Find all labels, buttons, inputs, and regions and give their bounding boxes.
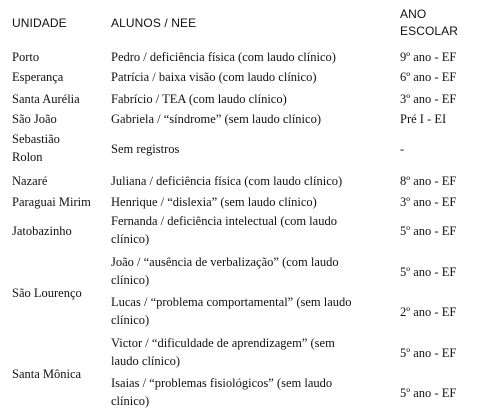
ano-cell: 8º ano - EF <box>400 174 457 188</box>
aluno-cell-line1: Victor / “dificuldade de aprendizagem” (sem <box>111 336 335 350</box>
header-ano-line2: ESCOLAR <box>400 24 459 38</box>
unidade-cell: Paraguai Mirim <box>12 195 91 209</box>
ano-cell: 9º ano - EF <box>400 50 457 64</box>
unidade-cell: São João <box>12 112 57 126</box>
ano-cell: 3º ano - EF <box>400 195 457 209</box>
ano-cell: - <box>400 142 405 156</box>
header-ano-line1: ANO <box>400 7 427 21</box>
ano-cell: 3º ano - EF <box>400 92 457 106</box>
aluno-cell-line2: clínico) <box>111 394 150 408</box>
aluno-cell: Henrique / “dislexia” (sem laudo clínico) <box>111 195 317 209</box>
ano-cell: 5º ano - EF <box>400 265 457 279</box>
ano-cell: 5º ano - EF <box>400 224 457 238</box>
aluno-cell: Juliana / deficiência física (com laudo clínico) <box>111 174 343 188</box>
aluno-cell: Fabrício / TEA (com laudo clínico) <box>111 92 287 106</box>
ano-cell: 2º ano - EF <box>400 305 457 319</box>
aluno-cell-line1: Isaias / “problemas fisiológicos” (sem laudo <box>111 376 333 390</box>
unidade-cell: Nazaré <box>12 174 48 188</box>
ano-cell: 6º ano - EF <box>400 70 457 84</box>
ano-cell: Pré I - EI <box>400 112 447 126</box>
aluno-cell-line2: clínico) <box>111 273 150 287</box>
header-unidade: UNIDADE <box>12 16 67 30</box>
unidade-cell-line2: Rolon <box>12 150 43 164</box>
aluno-cell: Gabriela / “síndrome” (sem laudo clínico) <box>111 112 321 126</box>
unidade-cell: Santa Mônica <box>12 367 82 381</box>
unidade-cell: Santa Aurélia <box>12 92 80 106</box>
aluno-cell-line1: João / “ausência de verbalização” (com laudo <box>111 255 339 269</box>
aluno-cell-line1: Fernanda / deficiência intelectual (com laudo <box>111 214 337 228</box>
ano-cell: 5º ano - EF <box>400 346 457 360</box>
aluno-cell-line2: clínico) <box>111 313 150 327</box>
aluno-cell: Sem registros <box>111 142 180 156</box>
aluno-cell-line2: clínico) <box>111 232 150 246</box>
aluno-cell: Patrícia / baixa visão (com laudo clínico) <box>111 70 317 84</box>
header-alunos: ALUNOS / NEE <box>111 16 197 30</box>
unidade-cell: Porto <box>12 50 40 64</box>
unidade-cell-line1: Sebastião <box>12 132 60 146</box>
aluno-cell-line2: laudo clínico) <box>111 354 181 368</box>
aluno-cell: Pedro / deficiência física (com laudo clínico) <box>111 50 336 64</box>
unidade-cell: Esperança <box>12 70 64 84</box>
unidade-cell: São Lourenço <box>12 286 82 300</box>
ano-cell: 5º ano - EF <box>400 386 457 400</box>
aluno-cell-line1: Lucas / “problema comportamental” (sem laudo <box>111 295 352 309</box>
unidade-cell: Jatobazinho <box>12 224 72 238</box>
